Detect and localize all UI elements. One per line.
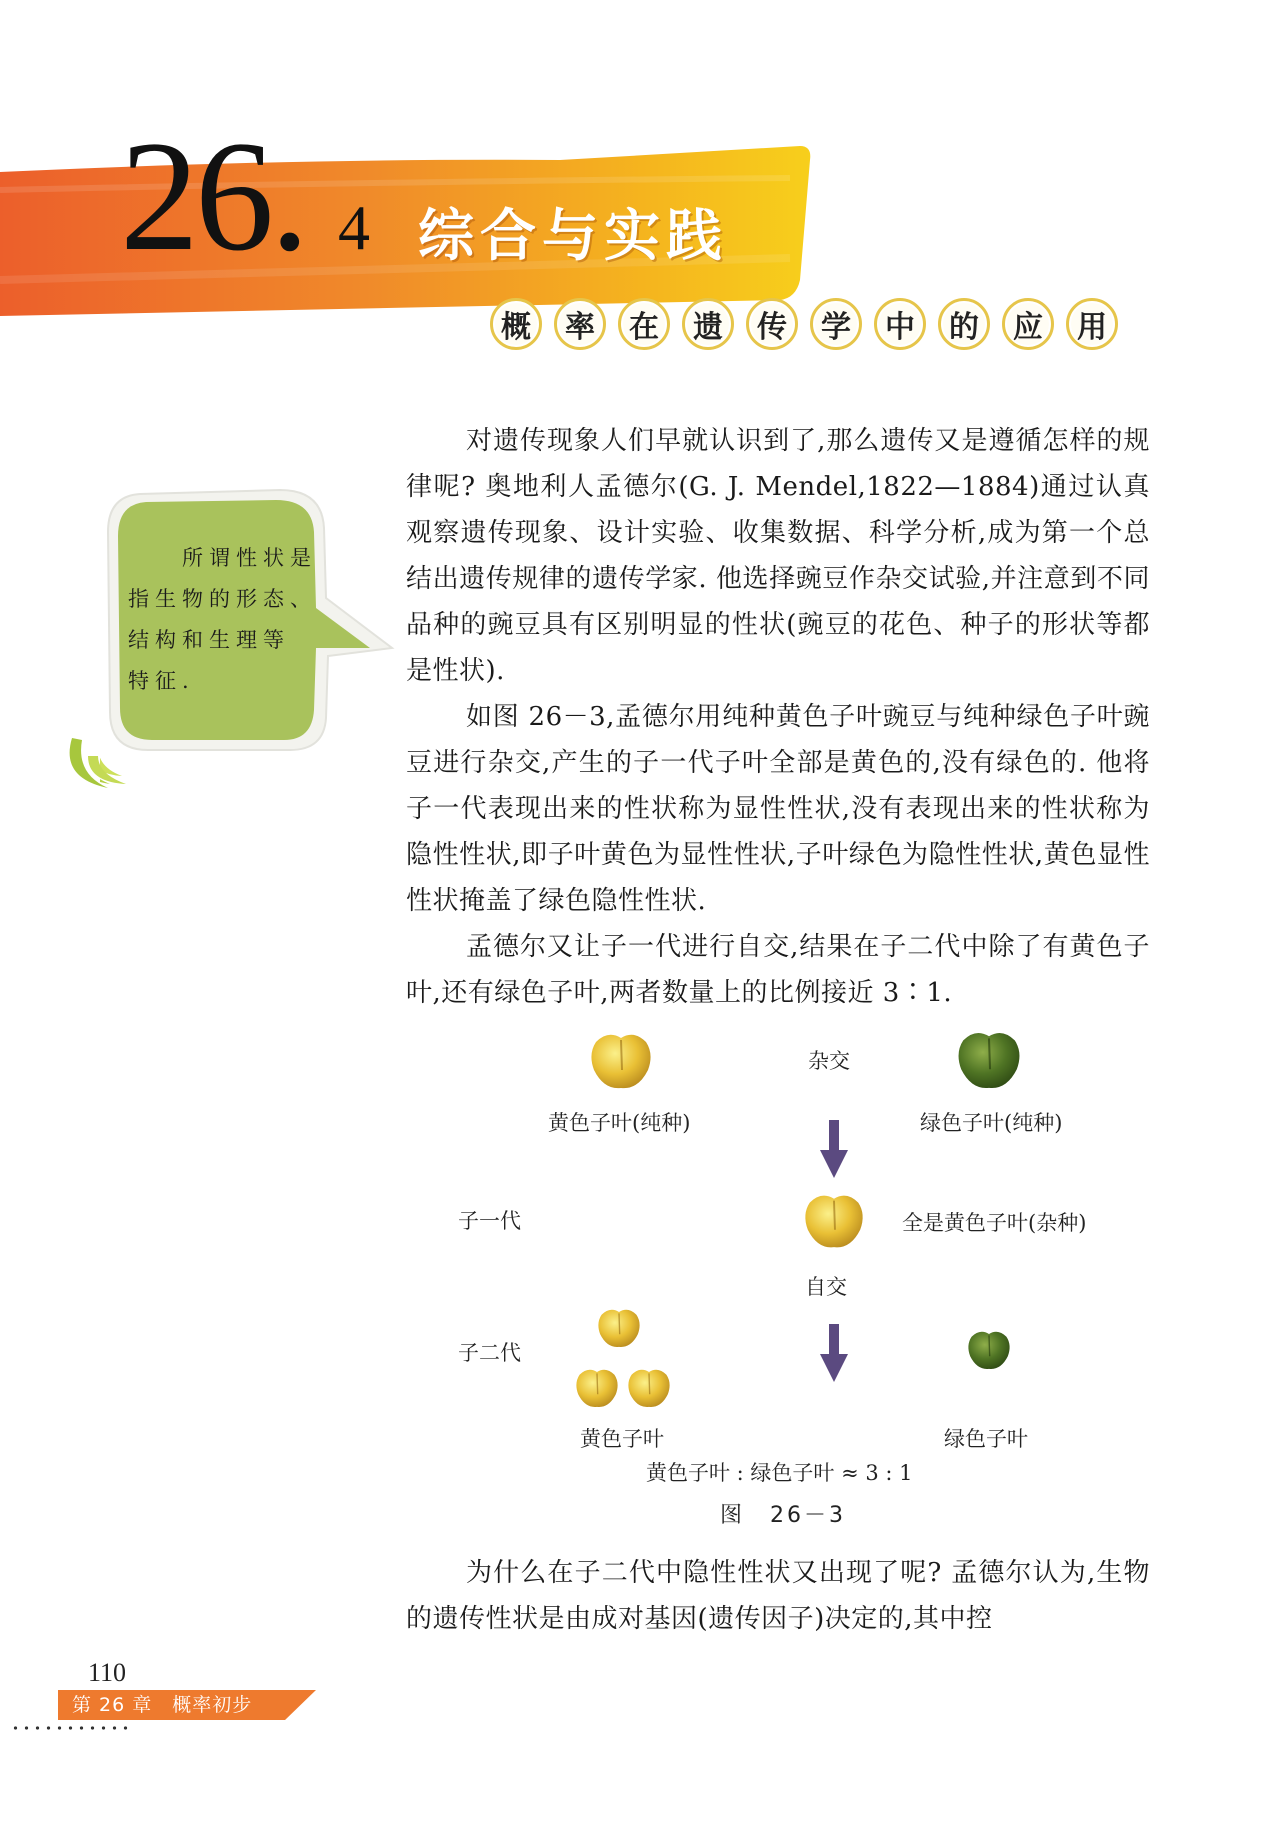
subtitle-char: 用 <box>1066 298 1118 350</box>
subtitle-char: 的 <box>938 298 990 350</box>
self-cross-label: 自交 <box>805 1275 847 1299</box>
section-title: 综合与实践 <box>418 204 728 269</box>
footer-dots <box>10 1726 128 1730</box>
yellow-seed-icon <box>802 1190 866 1252</box>
yellow-seed-label: 黄色子叶 <box>580 1427 664 1451</box>
green-pure-label: 绿色子叶(纯种) <box>920 1111 1063 1135</box>
note-line: 所谓性状是 <box>182 546 317 570</box>
yellow-seed-icon <box>626 1366 672 1410</box>
ratio-label: 黄色子叶 : 绿色子叶 ≈ 3 : 1 <box>646 1461 913 1485</box>
arrow-down-icon <box>818 1324 850 1384</box>
subtitle-char: 概 <box>490 298 542 350</box>
section-sub-number: 4 <box>338 192 370 263</box>
subtitle <box>490 298 1130 350</box>
subtitle-char: 在 <box>618 298 670 350</box>
yellow-seed-icon <box>574 1366 620 1410</box>
paragraph-2: 如图 26－3,孟德尔用纯种黄色子叶豌豆与纯种绿色子叶豌豆进行杂交,产生的子一代子叶全部是黄色的,没有绿色的. 他将子一代表现出来的性状称为显性性状,没有表现出来的性状称为隐性性状,即子叶黄色为显性性状,子叶绿色为隐性性状,黄色显性性状掩盖了绿色隐性性状. <box>406 702 1150 916</box>
cross-label: 杂交 <box>808 1049 850 1073</box>
subtitle-char: 遗 <box>682 298 734 350</box>
figure-caption: 图 26－3 <box>720 1503 846 1528</box>
subtitle-char: 应 <box>1002 298 1054 350</box>
subtitle-char: 率 <box>554 298 606 350</box>
note-line: 指生物的形态、 <box>128 587 317 611</box>
yellow-seed-icon <box>596 1306 642 1350</box>
note-line: 特征. <box>128 669 195 693</box>
yellow-seed-icon <box>588 1030 654 1092</box>
paragraph-1: 对遗传现象人们早就认识到了,那么遗传又是遵循怎样的规律呢? 奥地利人孟德尔(G. J. Mendel,1822—1884)通过认真观察遗传现象、设计实验、收集数据、科学分析,成为第一个总结出遗传规律的遗传学家. 他选择豌豆作杂交试验,并注意到不同品种的豌豆具有区别明显的性状(豌豆的花色、种子的形状等都是性状). <box>406 426 1150 686</box>
chapter-label: 第 26 章 概率初步 <box>72 1694 253 1716</box>
subtitle-char: 传 <box>746 298 798 350</box>
green-seed-icon <box>955 1028 1023 1092</box>
paragraph-4: 为什么在子二代中隐性性状又出现了呢? 孟德尔认为,生物的遗传性状是由成对基因(遗传因子)决定的,其中控 <box>406 1558 1150 1634</box>
subtitle-char: 学 <box>810 298 862 350</box>
gen1-label: 子一代 <box>458 1209 521 1233</box>
leaf-swirl-icon <box>58 730 138 800</box>
page-number: 110 <box>88 1658 127 1687</box>
subtitle-char: 中 <box>874 298 926 350</box>
side-note-text <box>128 538 333 702</box>
arrow-down-icon <box>818 1120 850 1180</box>
paragraph-3: 孟德尔又让子一代进行自交,结果在子二代中除了有黄色子叶,还有绿色子叶,两者数量上的比例接近 3∶1. <box>406 932 1150 1008</box>
note-line: 结构和生理等 <box>128 628 290 652</box>
yellow-pure-label: 黄色子叶(纯种) <box>548 1111 691 1135</box>
section-number: 26. <box>120 109 306 284</box>
green-seed-label: 绿色子叶 <box>944 1427 1028 1451</box>
green-seed-icon <box>966 1328 1012 1372</box>
gen2-label: 子二代 <box>458 1341 521 1365</box>
gen1-result-label: 全是黄色子叶(杂种) <box>902 1211 1087 1235</box>
